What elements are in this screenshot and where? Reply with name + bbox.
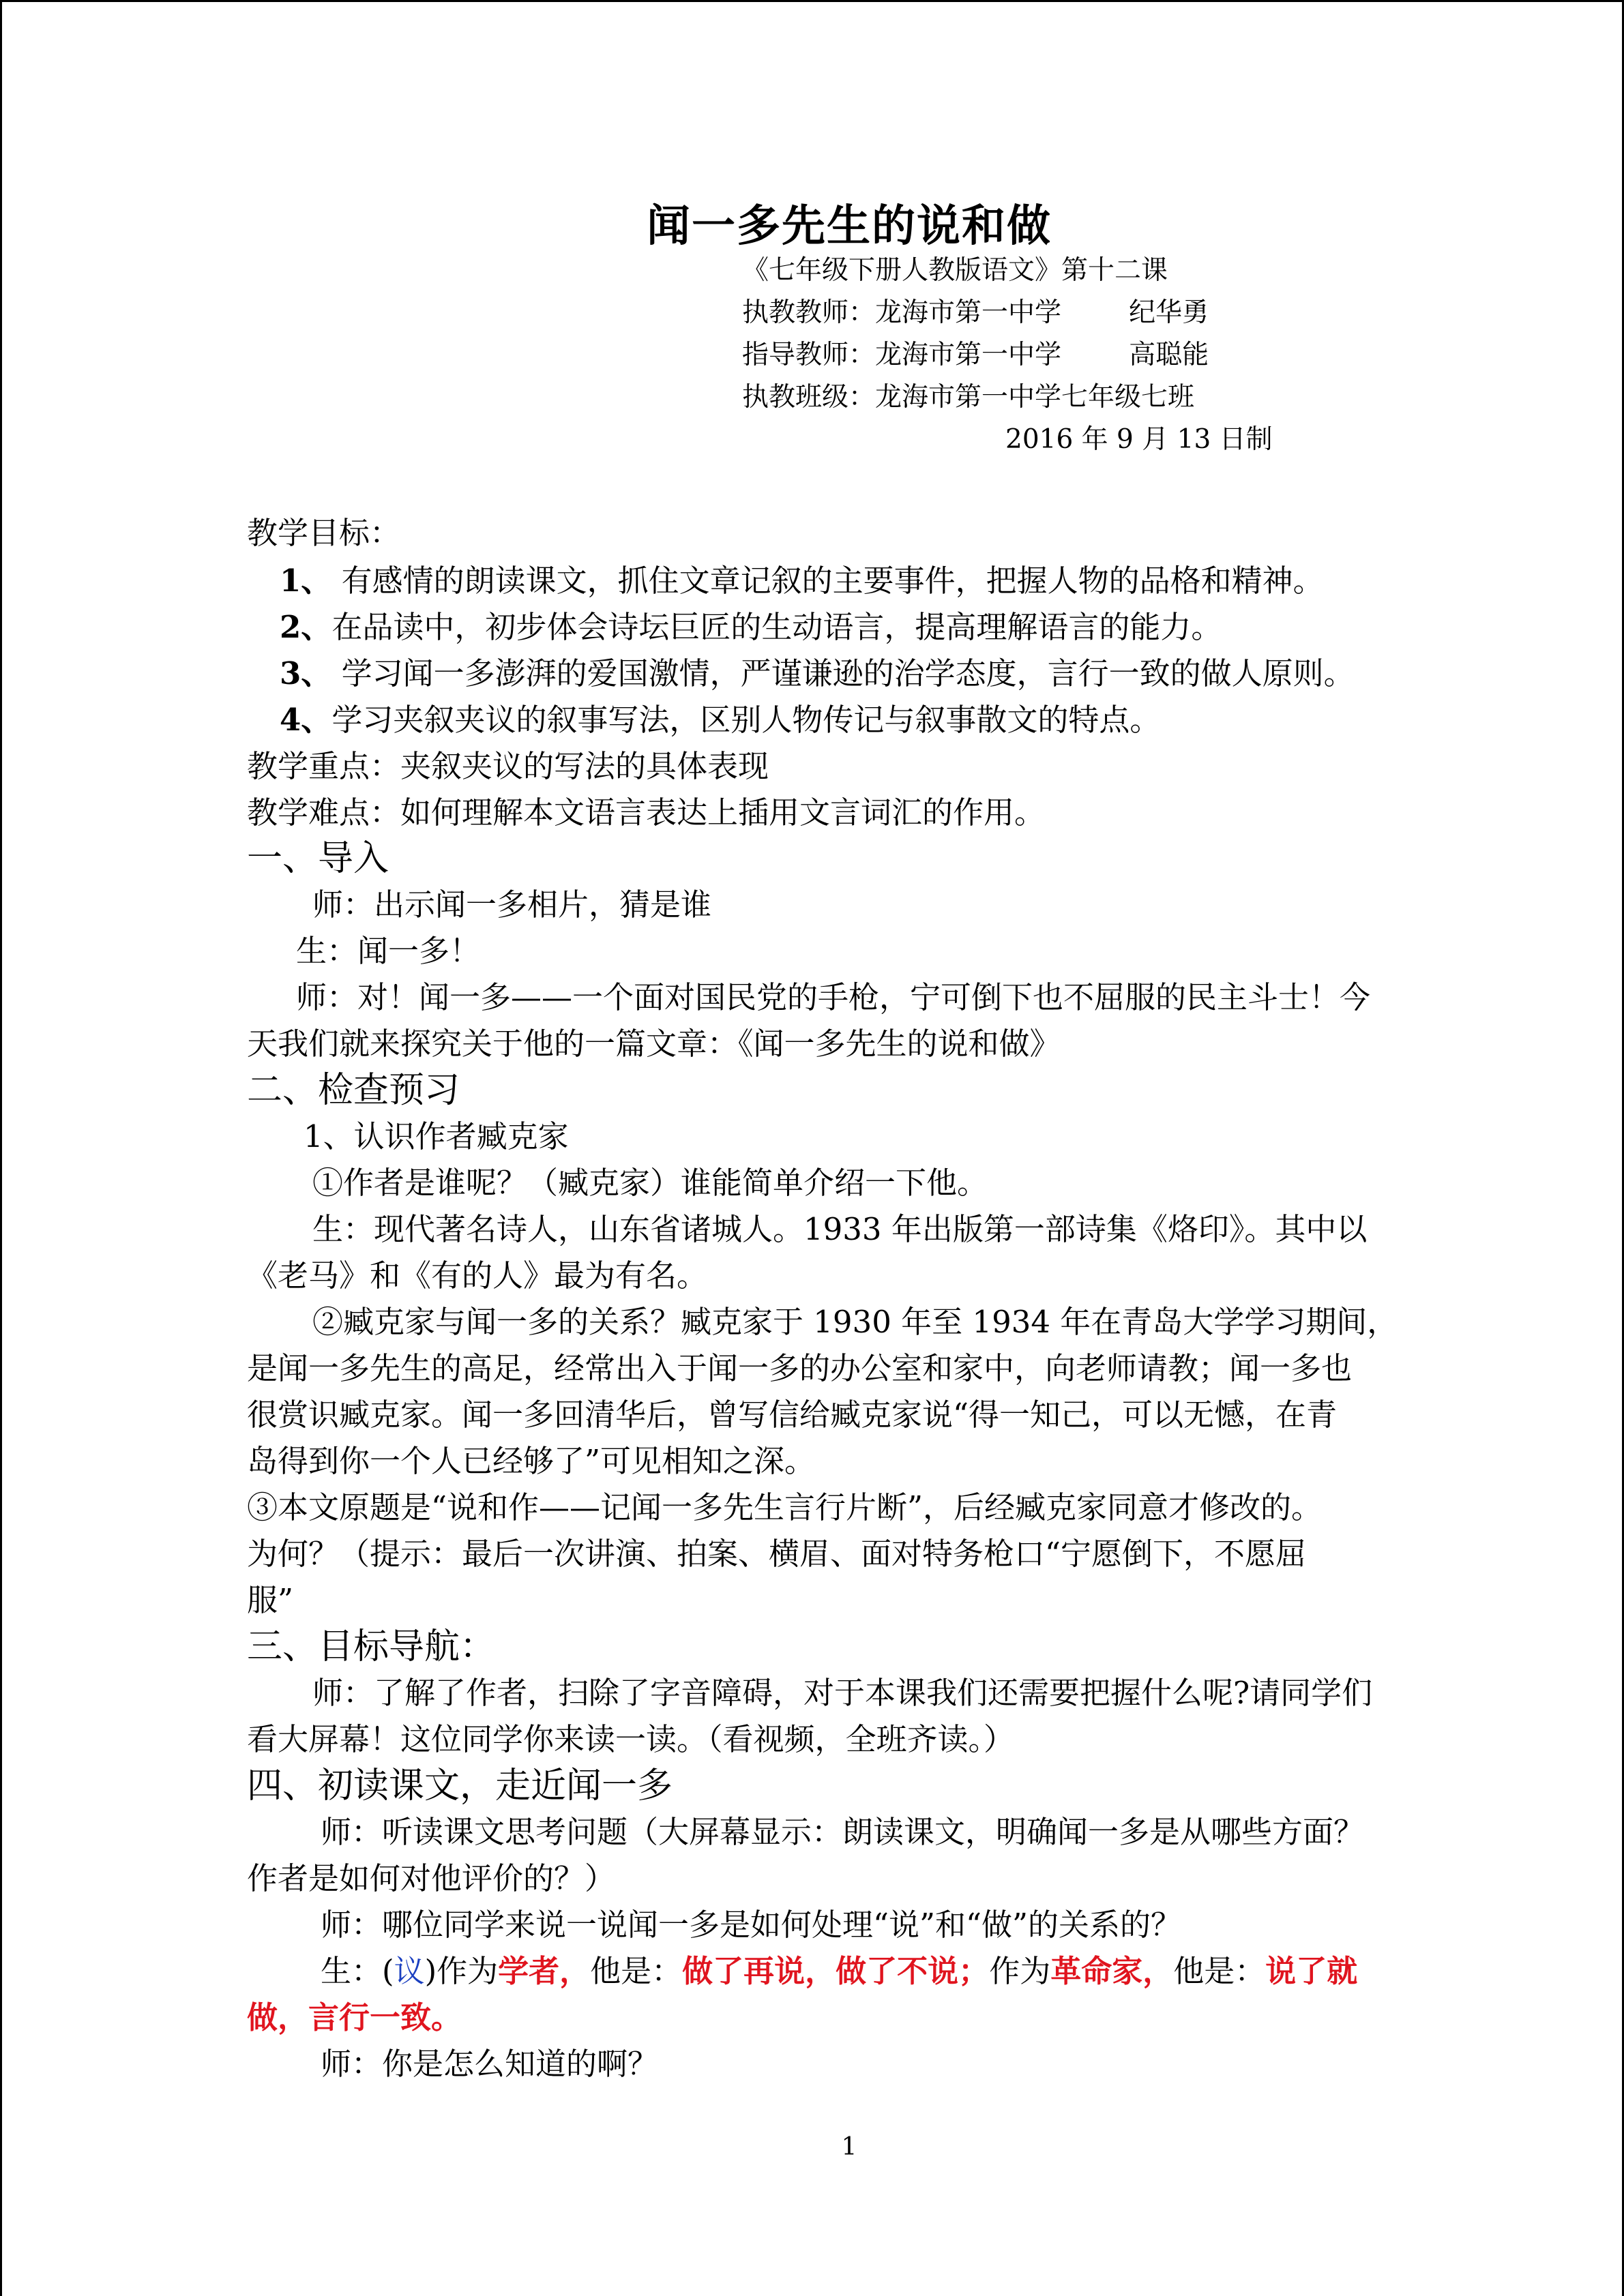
text-line: 是闻一多先生的高足，经常出入于闻一多的办公室和家中，向老师请教；闻一多也 — [247, 1350, 1353, 1386]
dialogue-line: 生：闻一多！ — [296, 933, 481, 969]
highlight-text: 学者， — [498, 1953, 591, 1989]
highlight-text: 做了再说，做了不说； — [682, 1953, 990, 1989]
section-heading-intro: 一、导入 — [247, 838, 389, 879]
goal-4: 4、学习夹叙夹议的叙事写法，区别人物传记与叙事散文的特点。 — [280, 702, 1161, 738]
comment-mark: 议 — [394, 1953, 425, 1989]
dialogue-line: 师：出示闻一多相片，猜是谁 — [312, 886, 712, 923]
text-line: 师：了解了作者，扫除了字音障碍，对于本课我们还需要把握什么呢?请同学们 — [312, 1675, 1373, 1711]
text-line: 作者是如何对他评价的？） — [247, 1860, 616, 1896]
key-point: 教学重点：夹叙夹议的写法的具体表现 — [247, 748, 769, 784]
goal-1: 1、 有感情的朗读课文，抓住文章记叙的主要事件，把握人物的品格和精神。 — [280, 563, 1324, 599]
highlight-text: 做，言行一致。 — [247, 1999, 462, 2036]
text-line: 师：你是怎么知道的啊？ — [321, 2046, 659, 2082]
goals-label: 教学目标： — [247, 515, 401, 551]
instructor-line: 指导教师：龙海市第一中学 高聪能 — [742, 340, 1209, 370]
text-line: 很赏识臧克家。闻一多回清华后，曾写信给臧克家说“得一知己，可以无憾，在青 — [247, 1397, 1338, 1433]
goal-2: 2、在品读中，初步体会诗坛巨匠的生动语言，提高理解语言的能力。 — [280, 609, 1222, 645]
page-border-top — [0, 0, 1624, 2]
page-number: 1 — [841, 2133, 857, 2161]
text-line: 《老马》和《有的人》最为有名。 — [247, 1257, 708, 1294]
section-heading-preview: 二、检查预习 — [247, 1070, 460, 1111]
text-line: 为何？（提示：最后一次讲演、拍案、横眉、面对特务枪口“宁愿倒下，不愿屈 — [247, 1536, 1307, 1572]
answer-line — [247, 1993, 1447, 2037]
date-line: 2016 年 9 月 13 日制 — [1005, 424, 1273, 455]
text-line: 生：现代著名诗人，山东省诸城人。1933 年出版第一部诗集《烙印》。其中以 — [312, 1211, 1368, 1247]
text-line: 1、认识作者臧克家 — [304, 1118, 569, 1154]
text-line: 看大屏幕！这位同学你来读一读。（看视频，全班齐读。） — [247, 1721, 1015, 1757]
dialogue-line: 天我们就来探究关于他的一篇文章：《闻一多先生的说和做》 — [247, 1026, 1061, 1062]
section-heading-goals: 三、目标导航： — [247, 1626, 496, 1667]
goal-3: 3、 学习闻一多澎湃的爱国激情，严谨谦逊的治学态度，言行一致的做人原则。 — [280, 655, 1355, 691]
text-line: ②臧克家与闻一多的关系？臧克家于 1930 年至 1934 年在青岛大学学习期间， — [312, 1304, 1398, 1340]
highlight-text: 革命家， — [1050, 1953, 1174, 1989]
text-line: 师：听读课文思考问题（大屏幕显示：朗读课文，明确闻一多是从哪些方面？ — [321, 1814, 1365, 1850]
text-line: ①作者是谁呢？（臧克家）谁能简单介绍一下他。 — [312, 1165, 988, 1201]
page-border-left — [0, 0, 2, 2296]
highlight-text: 说了就 — [1265, 1953, 1358, 1989]
lesson-source: 《七年级下册人教版语文》第十二课 — [742, 255, 1168, 286]
section-heading-reading: 四、初读课文，走近闻一多 — [247, 1765, 673, 1806]
page-title: 闻一多先生的说和做 — [647, 200, 1052, 252]
teacher-line: 执教教师：龙海市第一中学 纪华勇 — [742, 297, 1209, 328]
text-line: 服” — [247, 1582, 294, 1618]
dialogue-line: 师：对！闻一多——一个面对国民党的手枪，宁可倒下也不屈服的民主斗士！今 — [296, 979, 1371, 1015]
class-line: 执教班级：龙海市第一中学七年级七班 — [742, 382, 1195, 413]
answer-line: 生：(议)作为学者，他是：做了再说，做了不说；作为革命家，他是：说了就 — [321, 1953, 1358, 1989]
text-line: ③本文原题是“说和作——记闻一多先生言行片断”，后经臧克家同意才修改的。 — [247, 1489, 1323, 1525]
text-line: 岛得到你一个人已经够了”可见相知之深。 — [247, 1443, 816, 1479]
text-line: 师：哪位同学来说一说闻一多是如何处理“说”和“做”的关系的？ — [321, 1907, 1182, 1943]
difficulty: 教学难点：如何理解本文语言表达上插用文言词汇的作用。 — [247, 794, 1046, 831]
